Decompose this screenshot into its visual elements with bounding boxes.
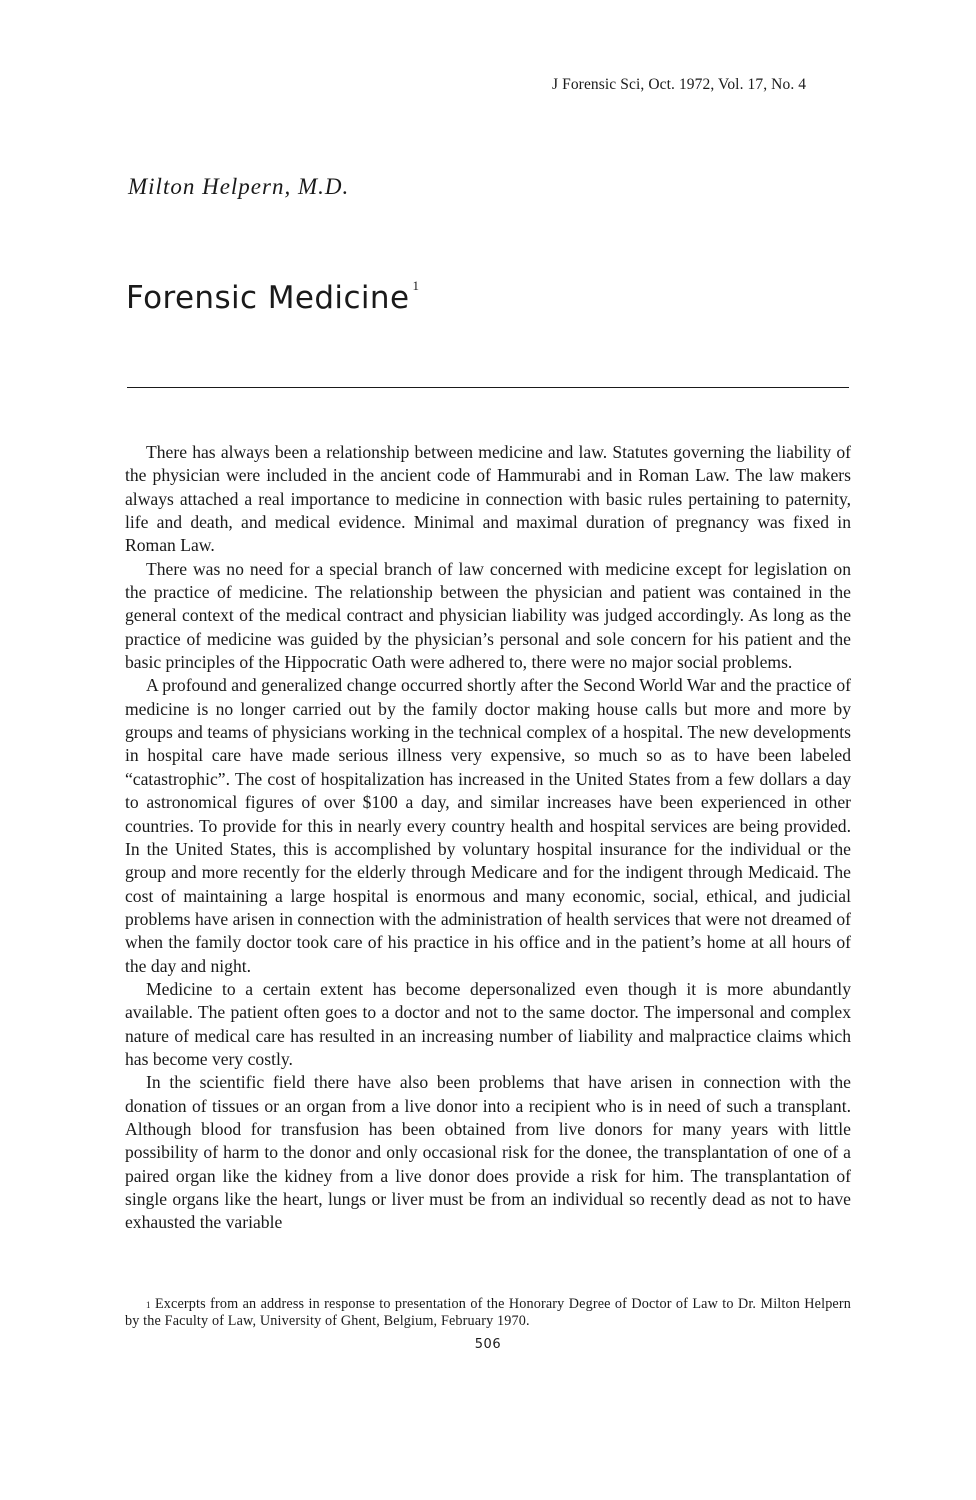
article-title-text: Forensic Medicine [126,280,410,316]
article-body [125,441,851,1235]
footnote [125,1296,851,1329]
title-divider [127,387,849,388]
journal-reference: J Forensic Sci, Oct. 1972, Vol. 17, No. 4 [552,76,807,93]
body-paragraph: A profound and generalized change occurred shortly after the Second World War and the practice of medicine is no longer carried out by the family doctor making house calls but more and more by groups and teams of physicians working in the technical complex of a hospital. The new developments in hospital care have made serious illness very expensive, so much so as to have been labeled “catastrophic”. The cost of hospitalization has increased in the United States from a few dollars a day to astronomical figures of over $100 a day, and similar increases have been experienced in other countries. To provide for this in nearly every country health and hospital services are being provided. In the United States, this is accomplished by voluntary hospital insurance for the individual or the group and more recently for the elderly through Medicare and for the indigent through Medicaid. The cost of maintaining a large hospital is enormous and many economic, social, ethical, and judicial problems have arisen in connection with the administration of health services that were not dreamed of when the family doctor took care of his practice in his office and in the patient’s home at all hours of the day and night. [125,675,851,976]
body-paragraph: In the scientific field there have also been problems that have arisen in connection with the donation of tissues or an organ from a live donor into a recipient who is in need of such a transplant. Although blood for transfusion has been obtained from live donors for many years with little possibility of harm to the donor and only occasional risk for the donee, the transplantation of one of a paired organ like the kidney from a live donor does provide a risk for him. The transplantation of single organs like the heart, lungs or liver must be from an individual so recently dead as not to have exhausted the variable [125,1072,851,1233]
title-footnote-mark: 1 [412,278,420,293]
author-name: Milton Helpern, M.D. [128,174,350,199]
footnote-mark: 1 [146,1300,151,1310]
body-paragraph: There was no need for a special branch of law concerned with medicine except for legislation on the practice of medicine. The relationship between the physician and patient was contained in the general context of the medical contract and physician liability was judged accordingly. As long as the practice of medicine was guided by the physician’s personal and sole concern for his patient and the basic principles of the Hippocratic Oath were adhered to, there were no major social problems. [125,558,851,673]
article-title [126,278,420,316]
body-paragraph: Medicine to a certain extent has become depersonalized even though it is more abundantly available. The patient often goes to a doctor and not to the same doctor. The impersonal and complex nature of medical care has resulted in an increasing number of liability and malpractice claims which has become very costly. [125,978,851,1069]
body-paragraph: There has always been a relationship between medicine and law. Statutes governing the liability of the physician were included in the ancient code of Hammurabi and in Roman Law. The law makers always attached a real importance to medicine in connection with basic rules pertaining to paternity, life and death, and medical evidence. Minimal and maximal duration of pregnancy was fixed in Roman Law. [125,442,851,556]
page-number: 506 [474,1337,502,1352]
footnote-text: Excerpts from an address in response to presentation of the Honorary Degree of Doctor of Law to Dr. Milton Helpern by the Faculty of Law, University of Ghent, Belgium, February 1970. [125,1296,852,1329]
